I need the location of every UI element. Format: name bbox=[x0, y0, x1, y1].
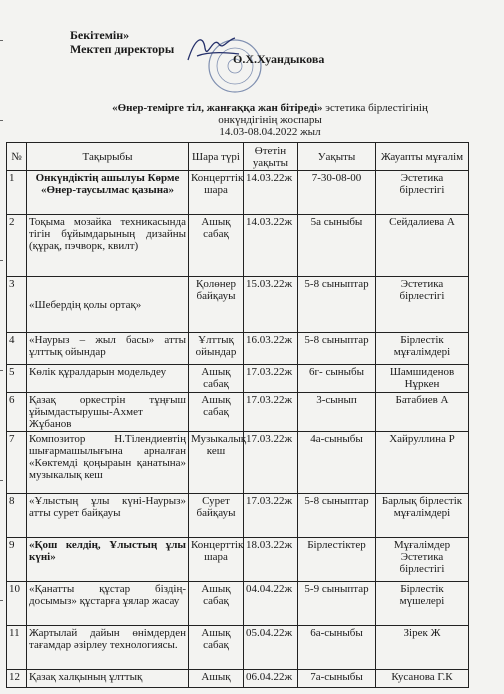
title-dates: 14.03-08.04.2022 жыл bbox=[219, 126, 321, 138]
table-row bbox=[7, 626, 469, 670]
header-form: Шара түрі bbox=[189, 143, 244, 171]
table-row bbox=[7, 670, 469, 688]
document-title bbox=[70, 102, 470, 138]
table-row bbox=[7, 365, 469, 393]
table-row bbox=[7, 494, 469, 538]
header-date: Өтетін уақыты bbox=[244, 143, 298, 171]
row-date: 17.03.22ж bbox=[244, 494, 298, 538]
row-date: 06.04.22ж bbox=[244, 670, 298, 688]
row-topic: «Шебердің қолы ортақ» bbox=[27, 277, 189, 333]
row-responsible: Бірлестік мұғалімдері bbox=[376, 333, 469, 365]
row-time: 7-30-08-00 bbox=[298, 171, 376, 215]
row-time: 5-9 сыныптар bbox=[298, 582, 376, 626]
row-form: Ашық сабақ bbox=[189, 393, 244, 432]
header-responsible: Жауапты мұғалім bbox=[376, 143, 469, 171]
row-form: Музыкалық кеш bbox=[189, 432, 244, 494]
row-date: 15.03.22ж bbox=[244, 277, 298, 333]
approval-director-title: Мектеп директоры bbox=[70, 42, 175, 56]
row-time: 5-8 сыныптар bbox=[298, 494, 376, 538]
row-num: 4 bbox=[7, 333, 27, 365]
row-form: Ашық bbox=[189, 670, 244, 688]
row-responsible: Зірек Ж bbox=[376, 626, 469, 670]
row-date: 14.03.22ж bbox=[244, 215, 298, 277]
row-topic: Қазақ оркестрін тұңғыш ұйымдастырушы-Ахмет Жұбанов bbox=[27, 393, 189, 432]
row-responsible: Мұғалімдер Эстетика бірлестігі bbox=[376, 538, 469, 582]
row-time: 7а-сыныбы bbox=[298, 670, 376, 688]
row-topic: Көлік құралдарын модельдеу bbox=[27, 365, 189, 393]
row-topic-text: Онкүндіктің ашылуы Көрме «Өнер-таусылмас қазына» bbox=[35, 172, 180, 196]
row-date: 04.04.22ж bbox=[244, 582, 298, 626]
table-row bbox=[7, 333, 469, 365]
row-time: 3-сынып bbox=[298, 393, 376, 432]
event-name: «Өнер-темірге тіл, жанғаққа жан бітіреді» bbox=[112, 102, 323, 114]
row-form: Ұлттық ойындар bbox=[189, 333, 244, 365]
plan-table bbox=[6, 142, 469, 688]
row-form: Ашық сабақ bbox=[189, 365, 244, 393]
row-responsible: Бірлестік мүшелері bbox=[376, 582, 469, 626]
table-row bbox=[7, 538, 469, 582]
row-date: 14.03.22ж bbox=[244, 171, 298, 215]
row-num: 11 bbox=[7, 626, 27, 670]
row-date: 17.03.22ж bbox=[244, 393, 298, 432]
row-time: Бірлестіктер bbox=[298, 538, 376, 582]
table-row bbox=[7, 432, 469, 494]
row-form: Концерттік шара bbox=[189, 171, 244, 215]
approval-line1: Бекітемін» bbox=[70, 28, 130, 42]
header-time: Уақыты bbox=[298, 143, 376, 171]
row-num: 5 bbox=[7, 365, 27, 393]
row-form: Концерттік шара bbox=[189, 538, 244, 582]
row-responsible: Батабиев А bbox=[376, 393, 469, 432]
row-num: 3 bbox=[7, 277, 27, 333]
left-margin-marks bbox=[0, 0, 4, 694]
row-responsible: Шамшиденов Нұркен bbox=[376, 365, 469, 393]
row-topic: «Қанатты құстар біздің-досымыз» құстарға ұялар жасау bbox=[27, 582, 189, 626]
approval-block bbox=[70, 28, 174, 56]
row-num: 2 bbox=[7, 215, 27, 277]
row-time: 5а сыныбы bbox=[298, 215, 376, 277]
row-form: Ашық сабақ bbox=[189, 626, 244, 670]
row-num: 6 bbox=[7, 393, 27, 432]
row-responsible: Эстетика бірлестігі bbox=[376, 171, 469, 215]
table-row bbox=[7, 277, 469, 333]
row-num: 10 bbox=[7, 582, 27, 626]
row-topic bbox=[27, 538, 189, 582]
table-header-row bbox=[7, 143, 469, 171]
row-responsible: Хайруллина Р bbox=[376, 432, 469, 494]
row-num: 1 bbox=[7, 171, 27, 215]
row-topic: «Наурыз – жыл басы» атты ұлттық ойындар bbox=[27, 333, 189, 365]
row-num: 7 bbox=[7, 432, 27, 494]
row-topic bbox=[27, 171, 189, 215]
row-num: 8 bbox=[7, 494, 27, 538]
row-date: 17.03.22ж bbox=[244, 365, 298, 393]
row-time: 4а-сыныбы bbox=[298, 432, 376, 494]
table-row bbox=[7, 582, 469, 626]
row-responsible: Кусанова Г.К bbox=[376, 670, 469, 688]
row-form: Қолөнер байқауы bbox=[189, 277, 244, 333]
row-date: 17.03.22ж bbox=[244, 432, 298, 494]
table-row bbox=[7, 393, 469, 432]
row-date: 18.03.22ж bbox=[244, 538, 298, 582]
header-topic: Тақырыбы bbox=[27, 143, 189, 171]
row-topic: «Ұлыстың ұлы күні-Наурыз» атты сурет байқауы bbox=[27, 494, 189, 538]
table-row bbox=[7, 215, 469, 277]
director-name: О.Х.Хуандыкова bbox=[233, 52, 325, 66]
row-responsible: Эстетика бірлестігі bbox=[376, 277, 469, 333]
row-date: 05.04.22ж bbox=[244, 626, 298, 670]
row-time: 5-8 сыныптар bbox=[298, 277, 376, 333]
row-num: 9 bbox=[7, 538, 27, 582]
table-row bbox=[7, 171, 469, 215]
row-form: Сурет байқауы bbox=[189, 494, 244, 538]
row-topic: Қазақ халқының ұлттық bbox=[27, 670, 189, 688]
row-responsible: Барлық бірлестік мұғалімдері bbox=[376, 494, 469, 538]
row-responsible: Сейдалиева А bbox=[376, 215, 469, 277]
row-topic: Жартылай дайын өнімдерден тағамдар әзірлеу технологиясы. bbox=[27, 626, 189, 670]
row-time: 6а-сыныбы bbox=[298, 626, 376, 670]
row-date: 16.03.22ж bbox=[244, 333, 298, 365]
row-time: 5-8 сыныптар bbox=[298, 333, 376, 365]
row-num: 12 bbox=[7, 670, 27, 688]
row-topic: Тоқыма мозайка техникасында тігін бұйымдарының дизайны (құрақ, пэчворк, квилт) bbox=[27, 215, 189, 277]
title-line2: онкүндігінің жоспары bbox=[218, 114, 322, 126]
row-topic-text: «Қош келдің, Ұлыстың ұлы күні» bbox=[29, 539, 186, 563]
row-topic: Композитор Н.Тілендиевтің шығармашылығына арналған «Көктемді қоңыраын қанатына» музыкалық кеш bbox=[27, 432, 189, 494]
row-form: Ашық сабақ bbox=[189, 215, 244, 277]
row-form: Ашық сабақ bbox=[189, 582, 244, 626]
title-line1-rest: эстетика бірлестігінің bbox=[322, 102, 428, 114]
row-time: 6г- сыныбы bbox=[298, 365, 376, 393]
header-num: № bbox=[7, 143, 27, 171]
